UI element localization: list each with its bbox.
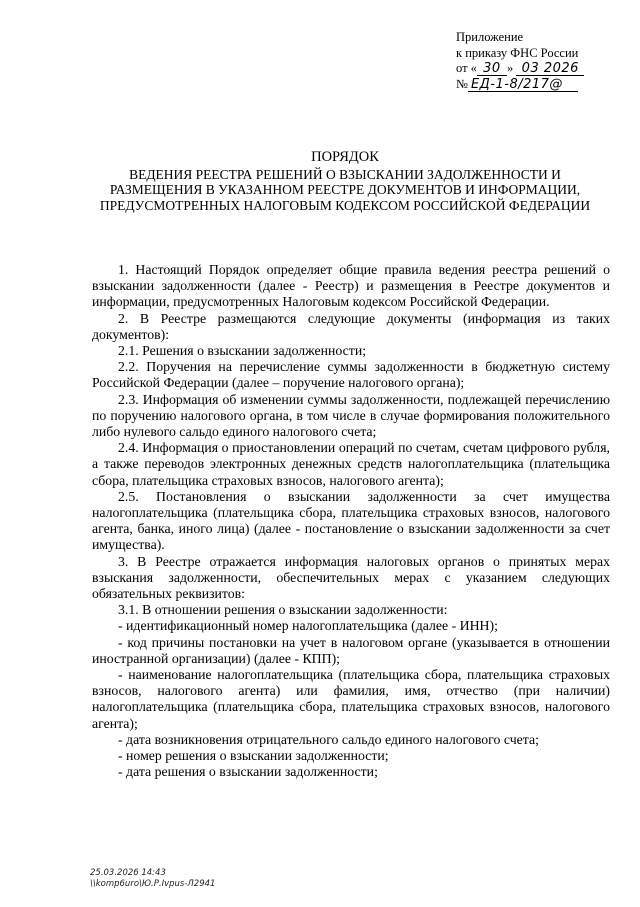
document-title [60, 150, 630, 213]
title-heading: ПОРЯДОК [311, 149, 379, 165]
annex-date-day: 30 [477, 62, 507, 76]
list-item-inn: - идентификационный номер налогоплательщика (далее - ИНН); [118, 618, 498, 634]
list-item-decision-date: - дата решения о взыскании задолженности; [118, 764, 378, 780]
list-item-decision-number: - номер решения о взыскании задолженности; [118, 748, 389, 764]
annex-number-prefix: № [456, 76, 468, 91]
paragraph-2-1: 2.1. Решения о взыскании задолженности; [118, 343, 367, 359]
title-line-3: ПРЕДУСМОТРЕННЫХ НАЛОГОВЫМ КОДЕКСОМ РОССИЙСКОЙ ФЕДЕРАЦИИ [99, 197, 591, 213]
footer-timestamp: 25.03.2026 14:43 [90, 868, 166, 878]
paragraph-1: 1. Настоящий Порядок определяет общие правила ведения реестра решений о взыскании задолженности (далее - Реестр) и размещения в Реестре документов и информации, предусмотренных Налоговым кодексом Российской Федерации. [92, 262, 610, 310]
annex-number: ЕД-1-8/217@ [468, 78, 578, 92]
paragraph-3-1: 3.1. В отношении решения о взыскании задолженности: [118, 602, 448, 618]
title-line-1: ВЕДЕНИЯ РЕЕСТРА РЕШЕНИЙ О ВЗЫСКАНИИ ЗАДОЛЖЕННОСТИ И [129, 166, 561, 182]
paragraph-2-2: 2.2. Поручения на перечисление суммы задолженности в бюджетную систему Российской Федерации (далее – поручение налогового органа); [92, 359, 610, 391]
list-item-name: - наименование налогоплательщика (плательщика сбора, плательщика страховых взносов, налогового агента) или фамилия, имя, отчество (при наличии) налогоплательщика (плательщика сбора, плательщика страховых взносов, налогового агента); [92, 667, 610, 731]
paragraph-2-4: 2.4. Информация о приостановлении операций по счетам, счетам цифрового рубля, а также переводов электронных денежных средств налогоплательщика (плательщика сбора, плательщика страховых взносов, налогового агента); [92, 440, 610, 488]
annex-block [456, 30, 626, 92]
list-item-saldo-date: - дата возникновения отрицательного сальдо единого налогового счета; [118, 731, 539, 747]
annex-number-line [456, 77, 626, 93]
annex-date-month-year: 03 2026 [516, 62, 584, 76]
document-body [92, 262, 610, 781]
annex-date-prefix: от « [456, 61, 477, 75]
title-line-2: РАЗМЕЩЕНИЯ В УКАЗАННОМ РЕЕСТРЕ ДОКУМЕНТОВ И ИНФОРМАЦИИ, [109, 182, 581, 197]
annex-date-line [456, 61, 626, 77]
paragraph-3: 3. В Реестре отражается информация налоговых органов о принятых мерах взыскания задолженности, обеспечительных мерах с указанием следующих обязательных реквизитов: [92, 553, 610, 602]
paragraph-2-3: 2.3. Информация об изменении суммы задолженности, подлежащей перечислению по поручению налогового органа, в том числе в случае формирования положительного либо нулевого сальдо единого налогового счета; [92, 391, 610, 440]
annex-line-1: Приложение [456, 30, 524, 44]
paragraph-2-5: 2.5. Постановления о взыскании задолженности за счет имущества налогоплательщика (плательщика сбора, плательщика страховых взносов, налогового агента, банка, иного лица) (далее - постановление о взыскании задолженности за счет имущества). [92, 488, 610, 553]
annex-line-2: к приказу ФНС России [456, 45, 579, 60]
annex-date-sep: » [506, 61, 514, 75]
footer-path: \\komp6uro\Ю.Р.Ivpus-Л2941 [90, 879, 216, 889]
paragraph-2: 2. В Реестре размещаются следующие документы (информация из таких документов): [92, 310, 610, 342]
print-footer [90, 868, 215, 890]
list-item-kpp: - код причины постановки на учет в налоговом органе (указывается в отношении иностранной организации) (далее - КПП); [92, 634, 610, 666]
